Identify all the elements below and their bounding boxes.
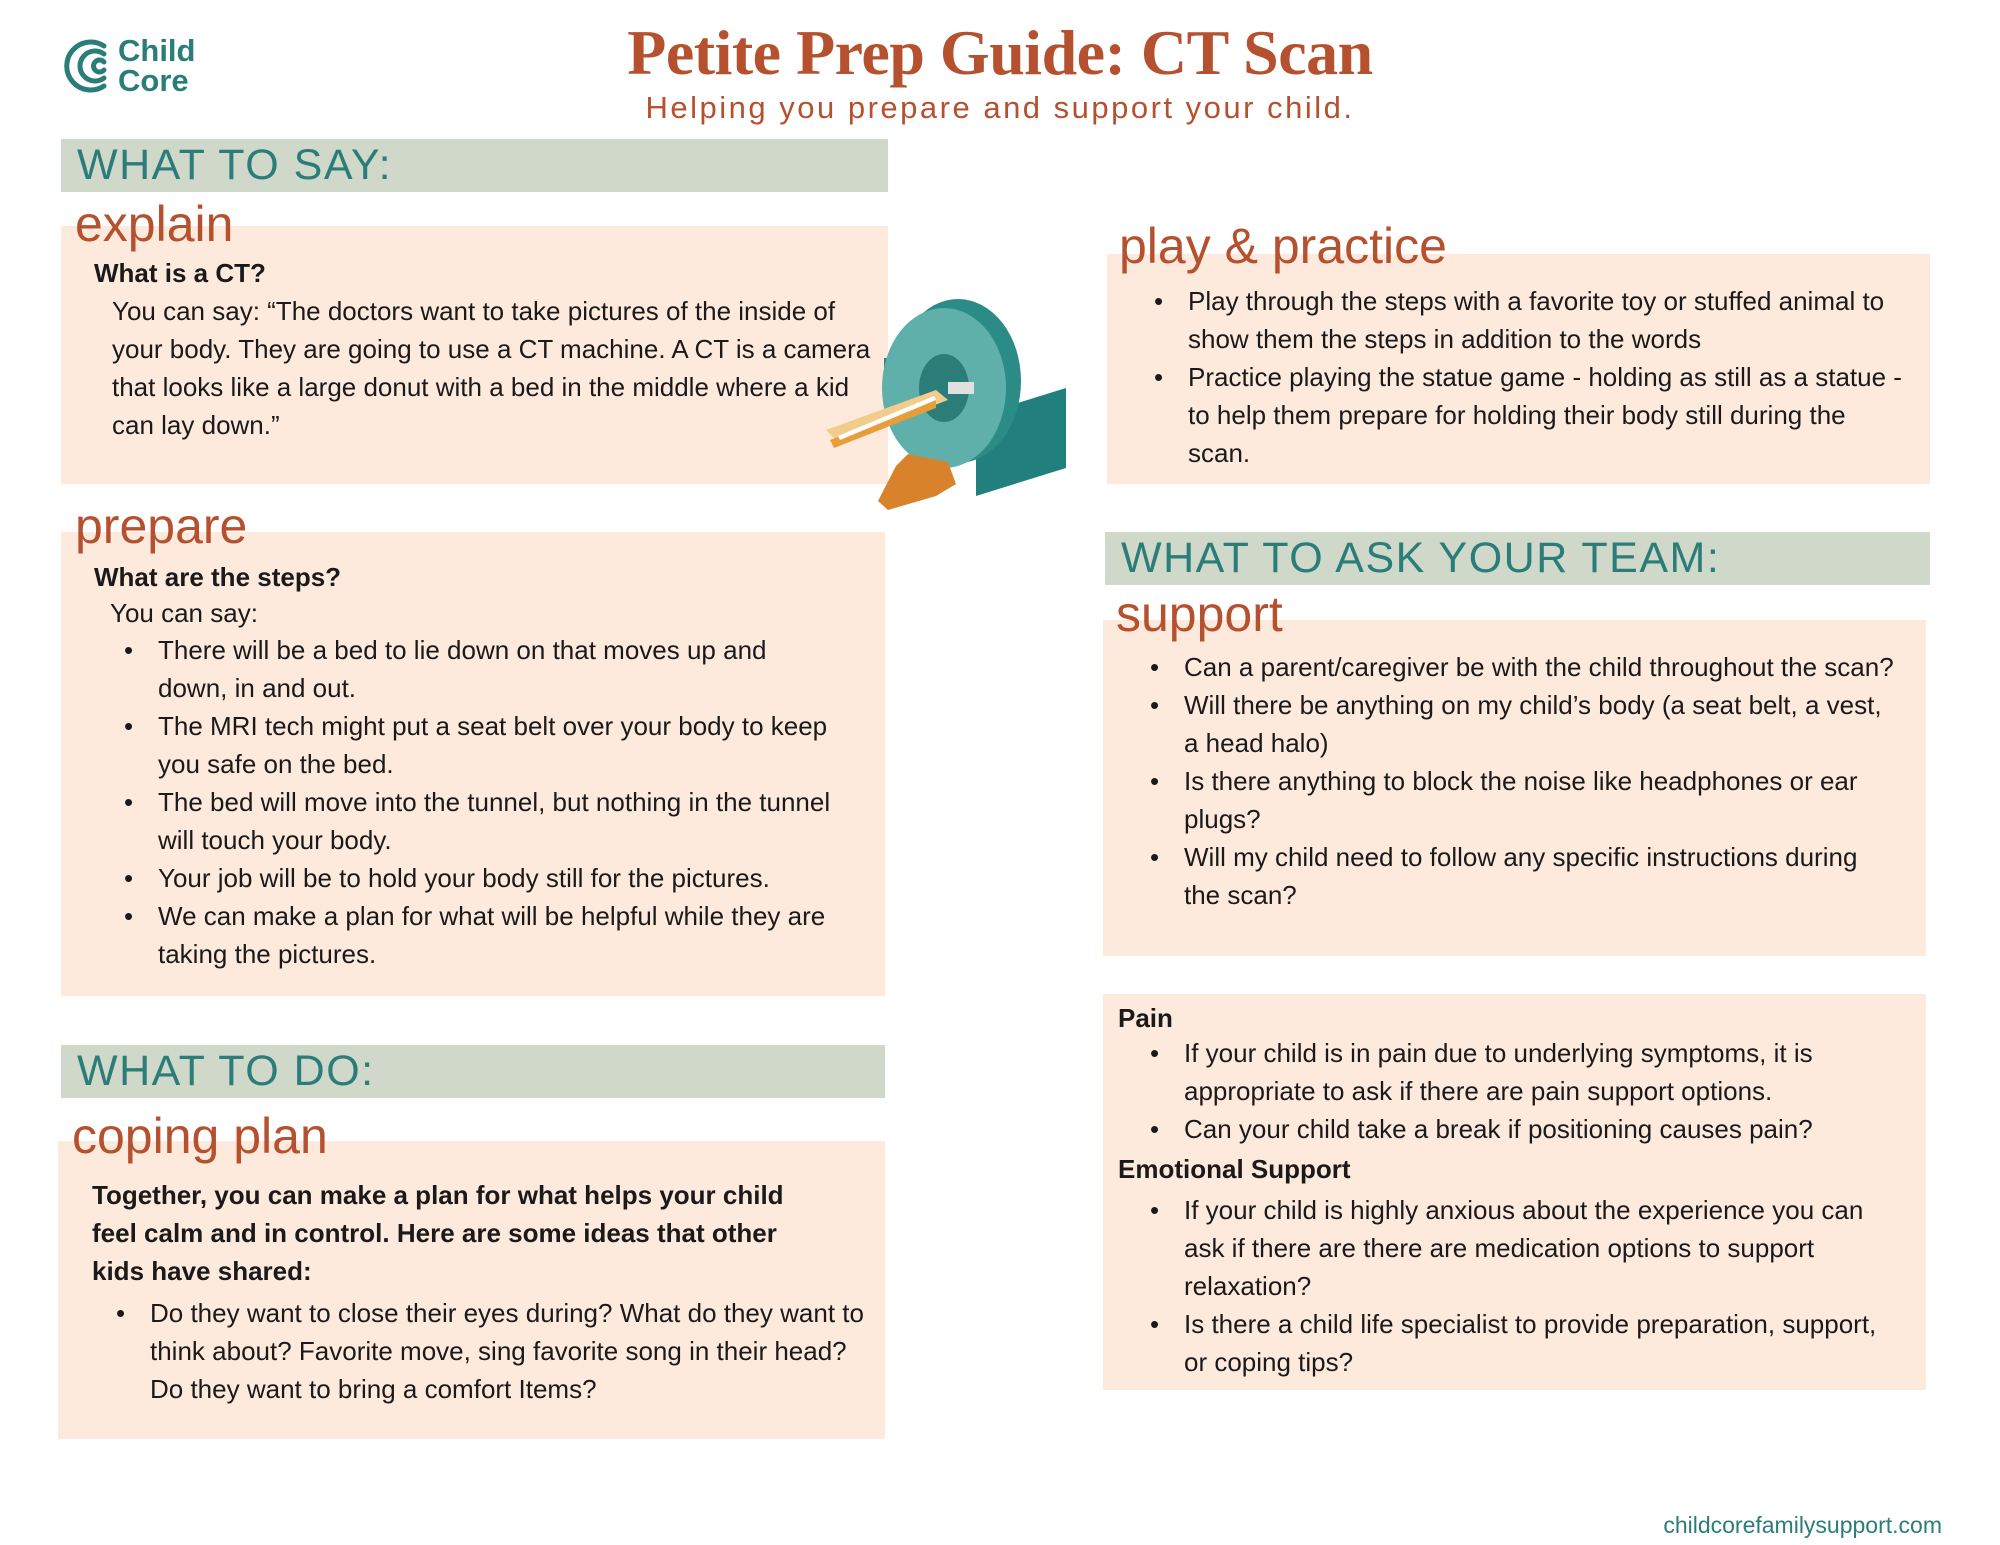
list-item: • Do they want to close their eyes during? What do they want to think about? Favorite move, sing favorite song in their head? Do they want to bring a comfort Items? [104, 1294, 864, 1408]
list-item: • We can make a plan for what will be helpful while they are taking the pictures. [112, 897, 842, 973]
explain-heading: explain [75, 196, 234, 252]
list-item: • Can a parent/caregiver be with the child throughout the scan? [1138, 648, 1898, 686]
list-item: • Can your child take a break if positioning causes pain? [1138, 1110, 1898, 1148]
explain-question: What is a CT? [94, 258, 266, 288]
footer-url[interactable]: childcorefamilysupport.com [1663, 1512, 1942, 1538]
prepare-intro: You can say: [110, 598, 258, 628]
list-item: • The MRI tech might put a seat belt over your body to keep you safe on the bed. [112, 707, 842, 783]
logo-line-1: Child [118, 33, 196, 68]
play-heading: play & practice [1119, 218, 1447, 274]
pain-list [1138, 1034, 1898, 1148]
list-item: • Is there anything to block the noise like headphones or ear plugs? [1138, 762, 1898, 838]
support-list [1138, 648, 1898, 914]
emotional-heading: Emotional Support [1118, 1154, 1351, 1184]
pain-heading: Pain [1118, 1003, 1173, 1033]
what-to-ask-band: WHAT TO ASK YOUR TEAM: [1105, 532, 1930, 585]
prepare-heading: prepare [75, 498, 248, 554]
list-item: • Play through the steps with a favorite toy or stuffed animal to show them the steps in addition to the words [1142, 282, 1902, 358]
emotional-list [1138, 1191, 1898, 1381]
list-item: • Your job will be to hold your body still for the pictures. [112, 859, 842, 897]
support-heading: support [1116, 586, 1283, 642]
prepare-question: What are the steps? [94, 562, 342, 592]
page-title: Petite Prep Guide: CT Scan [627, 17, 1373, 88]
list-item: • The bed will move into the tunnel, but nothing in the tunnel will touch your body. [112, 783, 842, 859]
what-to-do-band: WHAT TO DO: [61, 1045, 885, 1098]
list-item: • If your child is highly anxious about the experience you can ask if there are there are medication options to support relaxation? [1138, 1191, 1898, 1305]
list-item: • There will be a bed to lie down on that moves up and down, in and out. [112, 631, 842, 707]
list-item: • Is there a child life specialist to provide preparation, support, or coping tips? [1138, 1305, 1898, 1381]
coping-heading: coping plan [72, 1108, 328, 1164]
prepare-list [112, 631, 842, 973]
logo-line-2: Core [118, 63, 189, 98]
coping-intro: Together, you can make a plan for what helps your child feel calm and in control. Here are some ideas that other kids have shared: [92, 1180, 784, 1286]
what-to-say-band: WHAT TO SAY: [61, 139, 888, 192]
explain-text: You can say: “The doctors want to take pictures of the inside of your body. They are going to use a CT machine. A CT is a camera that looks like a large donut with a bed in the middle where a kid can lay down.” [112, 296, 871, 440]
play-list [1142, 282, 1902, 472]
page-subtitle: Helping you prepare and support your child. [645, 90, 1355, 125]
coping-list [104, 1294, 864, 1408]
list-item: • Will my child need to follow any specific instructions during the scan? [1138, 838, 1898, 914]
list-item: • Practice playing the statue game - holding as still as a statue - to help them prepare for holding their body still during the scan. [1142, 358, 1902, 472]
list-item: • Will there be anything on my child’s body (a seat belt, a vest, a head halo) [1138, 686, 1898, 762]
ct-machine-icon [826, 296, 1076, 521]
list-item: • If your child is in pain due to underlying symptoms, it is appropriate to ask if there are pain support options. [1138, 1034, 1898, 1110]
